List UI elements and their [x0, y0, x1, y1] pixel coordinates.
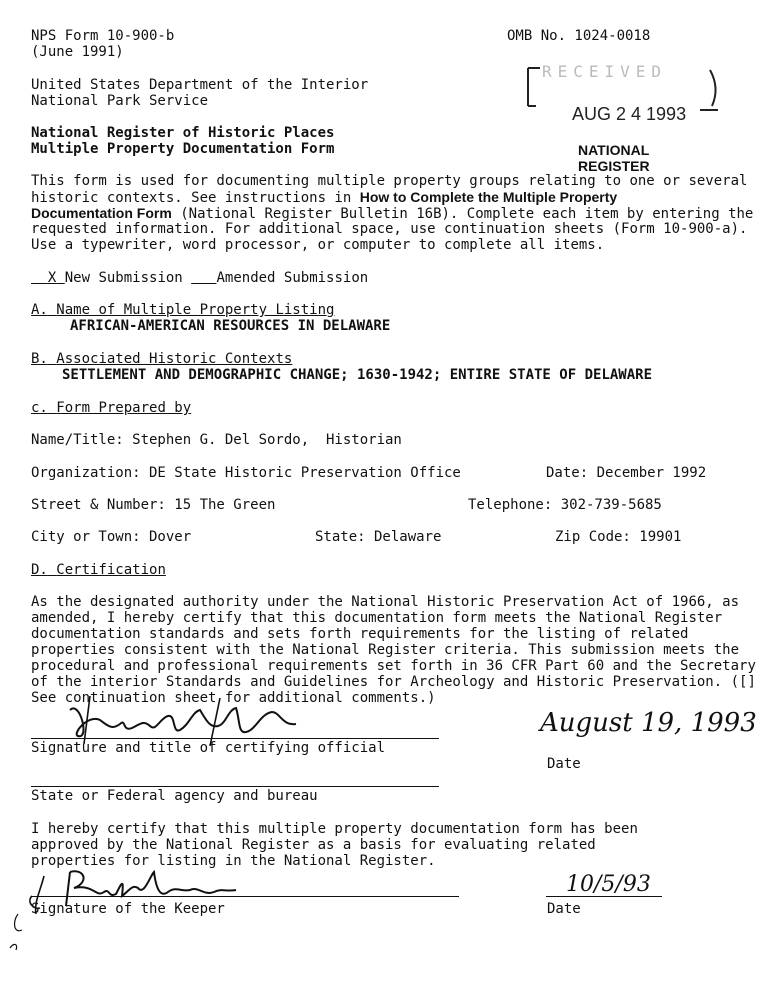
intro-line2 [31, 189, 617, 206]
stamp-line2: REGISTER [578, 158, 650, 174]
section-a-letter: A. [31, 302, 48, 318]
intro-line5: Use a typewriter, word processor, or computer to complete all items. [31, 237, 605, 253]
form-title-line1: National Register of Historic Places [31, 125, 335, 141]
form-number: NPS Form 10-900-b [31, 28, 175, 44]
intro-line4: requested information. For additional space, use continuation sheets (Form 10-900-a). [31, 221, 748, 237]
state-field: State: Delaware [315, 529, 442, 545]
section-c-heading [31, 400, 191, 416]
service: National Park Service [31, 93, 209, 109]
amended-submission-checkbox[interactable] [191, 270, 216, 286]
zip-field: Zip Code: 19901 [555, 529, 682, 545]
agency-label: State or Federal agency and bureau [31, 788, 318, 804]
keeper-cert-line3: properties for listing in the National Register. [31, 853, 436, 869]
historic-contexts-value: SETTLEMENT AND DEMOGRAPHIC CHANGE; 1630-1942; ENTIRE STATE OF DELAWARE [62, 367, 653, 383]
certification-line5: procedural and professional requirements set forth in 36 CFR Part 60 and the Secretary [31, 658, 756, 674]
certifying-signature-label: Signature and title of certifying official [31, 740, 386, 756]
intro-line1: This form is used for documenting multiple property groups relating to one or several [31, 173, 748, 189]
amended-submission-label: Amended Submission [216, 270, 369, 286]
section-b-letter: B. [31, 351, 48, 367]
instructions-title-cont: Documentation Form [31, 205, 172, 221]
intro-line3 [31, 205, 753, 222]
new-submission-mark: X [47, 270, 57, 286]
section-a-title: Name of Multiple Property Listing [56, 302, 335, 318]
telephone-field: Telephone: 302-739-5685 [468, 497, 662, 513]
certification-signed-date: August 19, 1993 [540, 708, 757, 738]
department: United States Department of the Interior [31, 77, 369, 93]
stamp-date: AUG 2 4 1993 [572, 104, 687, 124]
keeper-date-line [546, 896, 662, 897]
preparer-name-title: Name/Title: Stephen G. Del Sordo, Historian [31, 432, 402, 448]
certification-line3: documentation standards and sets forth requirements for the listing of related [31, 626, 689, 642]
section-d-title: Certification [56, 562, 166, 578]
certification-line2: amended, I hereby certify that this documentation form meets the National Register [31, 610, 723, 626]
intro-line2-text: historic contexts. See instructions in [31, 190, 360, 206]
stamp-received-text: RECEIVED [542, 62, 668, 81]
certification-line4: properties consistent with the National Register criteria. This submission meets the [31, 642, 740, 658]
keeper-cert-line1: I hereby certify that this multiple property documentation form has been [31, 821, 638, 837]
submission-row [31, 270, 368, 286]
certification-line6: of the interior Standards and Guidelines for Archeology and Historic Preservation. ([] [31, 674, 756, 690]
multiple-property-name: AFRICAN-AMERICAN RESOURCES IN DELAWARE [70, 318, 391, 334]
section-c-letter: c. [31, 400, 48, 416]
organization-field: Organization: DE State Historic Preservation Office [31, 465, 461, 481]
instructions-title: How to Complete the Multiple Property [359, 189, 618, 205]
keeper-signature-label: Signature of the Keeper [31, 901, 225, 917]
prepared-date-field: Date: December 1992 [546, 465, 707, 481]
new-submission-label: New Submission [64, 270, 183, 286]
certification-line7: See continuation sheet for additional comments.) [31, 690, 436, 706]
keeper-cert-line2: approved by the National Register as a basis for evaluating related [31, 837, 596, 853]
keeper-signature-line [31, 896, 459, 897]
certification-line1: As the designated authority under the National Historic Preservation Act of 1966, as [31, 594, 740, 610]
section-d-letter: D. [31, 562, 48, 578]
section-b-title: Associated Historic Contexts [56, 351, 293, 367]
certifying-signature-line [31, 738, 439, 739]
certification-date-label: Date [547, 756, 581, 772]
section-c-title: Form Prepared by [56, 400, 192, 416]
keeper-signed-date: 10/5/93 [566, 872, 651, 897]
new-submission-checkbox[interactable] [31, 270, 65, 286]
section-d-heading [31, 562, 166, 578]
street-field: Street & Number: 15 The Green [31, 497, 276, 513]
section-b-heading [31, 351, 292, 367]
omb-number: OMB No. 1024-0018 [507, 28, 651, 44]
city-field: City or Town: Dover [31, 529, 192, 545]
keeper-date-label: Date [547, 901, 581, 917]
agency-line [31, 786, 439, 787]
section-a-heading [31, 302, 334, 318]
stamp-line1: NATIONAL [578, 142, 650, 158]
form-date: (June 1991) [31, 44, 124, 60]
form-title-line2: Multiple Property Documentation Form [31, 141, 335, 157]
received-stamp [520, 58, 730, 173]
intro-line3-text: (National Register Bulletin 16B). Complete each item by entering the [171, 206, 754, 222]
